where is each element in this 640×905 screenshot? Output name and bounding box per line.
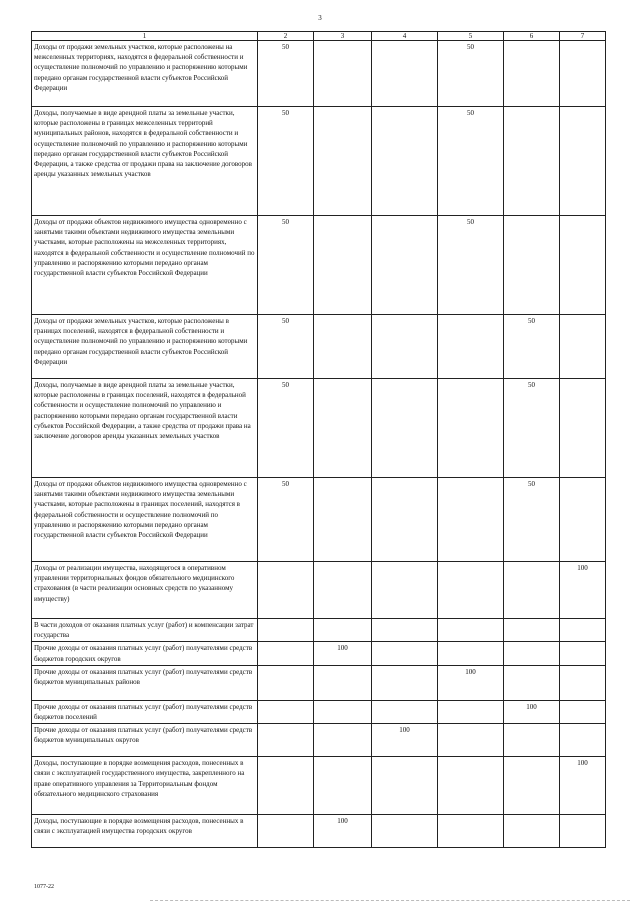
- header-cell: 6: [504, 32, 560, 41]
- row-description: Доходы от реализации имущества, находящегося в оперативном управлении территориальных фондов обязательного медицинского страхования (в части реализации основных средств по указанному имуществу): [32, 562, 258, 619]
- value-cell-col7: [560, 619, 606, 642]
- header-cell: 7: [560, 32, 606, 41]
- value-cell-col4: [372, 41, 438, 107]
- value-cell-col4: [372, 642, 438, 665]
- table-row: [32, 642, 606, 665]
- value-cell-col6: 50: [504, 379, 560, 478]
- value-cell-col6: [504, 216, 560, 315]
- value-cell-col2: 50: [258, 107, 314, 216]
- value-cell-col5: [438, 619, 504, 642]
- value-cell-col3: [314, 724, 372, 757]
- value-cell-col2: 50: [258, 478, 314, 562]
- row-description: Доходы от продажи объектов недвижимого имущества одновременно с занятыми такими объектами недвижимого имущества земельными участками, которые расположены в границах поселений, находятся в федеральной собственности и осуществление полномочий по управлению и распоряжению которыми передано органам государственной власти субъектов Российской Федерации: [32, 478, 258, 562]
- value-cell-col5: [438, 315, 504, 379]
- table-row: [32, 757, 606, 815]
- table-row: [32, 379, 606, 478]
- value-cell-col3: [314, 757, 372, 815]
- value-cell-col4: [372, 757, 438, 815]
- header-cell: 5: [438, 32, 504, 41]
- value-cell-col7: [560, 379, 606, 478]
- value-cell-col4: [372, 562, 438, 619]
- row-description: Доходы, поступающие в порядке возмещения расходов, понесенных в связи с эксплуатацией имущества городских округов: [32, 815, 258, 848]
- value-cell-col7: [560, 478, 606, 562]
- table-row: [32, 41, 606, 107]
- value-cell-col2: [258, 642, 314, 665]
- table-row: [32, 724, 606, 757]
- table-row: [32, 562, 606, 619]
- value-cell-col4: [372, 315, 438, 379]
- value-cell-col3: [314, 562, 372, 619]
- value-cell-col5: 100: [438, 665, 504, 700]
- value-cell-col6: [504, 724, 560, 757]
- value-cell-col3: [314, 216, 372, 315]
- value-cell-col4: [372, 619, 438, 642]
- value-cell-col7: 100: [560, 757, 606, 815]
- value-cell-col4: [372, 700, 438, 723]
- value-cell-col4: [372, 379, 438, 478]
- value-cell-col3: [314, 665, 372, 700]
- header-cell: 3: [314, 32, 372, 41]
- value-cell-col5: 50: [438, 216, 504, 315]
- row-description: В части доходов от оказания платных услуг (работ) и компенсации затрат государства: [32, 619, 258, 642]
- row-description: Прочие доходы от оказания платных услуг (работ) получателями средств бюджетов муниципальных округов: [32, 724, 258, 757]
- value-cell-col2: 50: [258, 315, 314, 379]
- value-cell-col7: [560, 216, 606, 315]
- value-cell-col3: [314, 619, 372, 642]
- table-row: [32, 700, 606, 723]
- row-description: Доходы от продажи объектов недвижимого имущества одновременно с занятыми такими объектами недвижимого имущества земельными участками, которые расположены на межселенных территориях, находятся в федеральной собственности и осуществление полномочий по управлению и распоряжению которыми передано органам государственной власти субъектов Российской Федерации: [32, 216, 258, 315]
- value-cell-col3: [314, 379, 372, 478]
- value-cell-col4: 100: [372, 724, 438, 757]
- value-cell-col2: 50: [258, 41, 314, 107]
- value-cell-col2: [258, 619, 314, 642]
- table-row: [32, 107, 606, 216]
- value-cell-col2: [258, 665, 314, 700]
- header-cell: 4: [372, 32, 438, 41]
- value-cell-col5: [438, 379, 504, 478]
- value-cell-col7: [560, 41, 606, 107]
- value-cell-col6: [504, 562, 560, 619]
- value-cell-col3: 100: [314, 815, 372, 848]
- value-cell-col5: [438, 724, 504, 757]
- table-row: [32, 619, 606, 642]
- value-cell-col6: 50: [504, 478, 560, 562]
- row-description: Прочие доходы от оказания платных услуг (работ) получателями средств бюджетов поселений: [32, 700, 258, 723]
- value-cell-col2: [258, 757, 314, 815]
- table-row: [32, 216, 606, 315]
- value-cell-col4: [372, 478, 438, 562]
- table-row: [32, 478, 606, 562]
- value-cell-col3: [314, 700, 372, 723]
- value-cell-col5: [438, 478, 504, 562]
- value-cell-col2: [258, 700, 314, 723]
- value-cell-col7: [560, 665, 606, 700]
- value-cell-col7: [560, 107, 606, 216]
- row-description: Доходы, получаемые в виде арендной платы за земельные участки, которые расположены в границах поселений, находятся в федеральной собственности и осуществление полномочий по управлению и распоряжению которыми передано органам государственной власти субъектов Российской Федерации, а также средства от продажи права на заключение договоров аренды указанных земельных участков: [32, 379, 258, 478]
- page-number: 3: [318, 14, 322, 22]
- value-cell-col7: [560, 815, 606, 848]
- row-description: Доходы от продажи земельных участков, которые расположены на межселенных территориях, находятся в федеральной собственности и осуществление полномочий по управлению и распоряжению которыми передано органам государственной власти субъектов Российской Федерации: [32, 41, 258, 107]
- value-cell-col6: [504, 107, 560, 216]
- value-cell-col7: [560, 700, 606, 723]
- row-description: Доходы от продажи земельных участков, которые расположены в границах поселений, находятся в федеральной собственности и осуществление полномочий по управлению и распоряжению которыми передано органам государственной власти субъектов Российской Федерации: [32, 315, 258, 379]
- value-cell-col6: [504, 665, 560, 700]
- value-cell-col3: [314, 478, 372, 562]
- value-cell-col4: [372, 665, 438, 700]
- header-cell: 2: [258, 32, 314, 41]
- value-cell-col2: [258, 815, 314, 848]
- value-cell-col6: [504, 815, 560, 848]
- page-bottom-rule: [150, 900, 630, 901]
- value-cell-col5: 50: [438, 107, 504, 216]
- value-cell-col5: [438, 815, 504, 848]
- value-cell-col3: [314, 107, 372, 216]
- row-description: Прочие доходы от оказания платных услуг (работ) получателями средств бюджетов городских округов: [32, 642, 258, 665]
- document-code: 1077-22: [34, 884, 54, 890]
- table-row: [32, 815, 606, 848]
- value-cell-col4: [372, 815, 438, 848]
- value-cell-col7: 100: [560, 562, 606, 619]
- row-description: Прочие доходы от оказания платных услуг (работ) получателями средств бюджетов муниципальных районов: [32, 665, 258, 700]
- value-cell-col6: [504, 642, 560, 665]
- value-cell-col7: [560, 724, 606, 757]
- value-cell-col6: 50: [504, 315, 560, 379]
- value-cell-col6: 100: [504, 700, 560, 723]
- value-cell-col4: [372, 107, 438, 216]
- value-cell-col3: 100: [314, 642, 372, 665]
- value-cell-col2: 50: [258, 216, 314, 315]
- table-body: [32, 32, 606, 848]
- row-description: Доходы, получаемые в виде арендной платы за земельные участки, которые расположены в границах межселенных территорий муниципальных районов, находятся в федеральной собственности и осуществление полномочий по управлению и распоряжению которыми передано органам государственной власти субъектов Российской Федерации, а также средства от продажи права на заключение договоров аренды указанных земельных участков: [32, 107, 258, 216]
- value-cell-col5: [438, 642, 504, 665]
- value-cell-col3: [314, 41, 372, 107]
- value-cell-col7: [560, 315, 606, 379]
- value-cell-col2: [258, 724, 314, 757]
- value-cell-col6: [504, 619, 560, 642]
- revenue-distribution-table: [31, 31, 606, 848]
- value-cell-col5: [438, 562, 504, 619]
- row-description: Доходы, поступающие в порядке возмещения расходов, понесенных в связи с эксплуатацией государственного имущества, закрепленного на праве оперативного управления за Территориальным фондом обязательного медицинского страхования: [32, 757, 258, 815]
- value-cell-col2: [258, 562, 314, 619]
- value-cell-col5: [438, 757, 504, 815]
- header-cell: 1: [32, 32, 258, 41]
- value-cell-col6: [504, 41, 560, 107]
- value-cell-col5: 50: [438, 41, 504, 107]
- value-cell-col5: [438, 700, 504, 723]
- header-row: [32, 32, 606, 41]
- value-cell-col2: 50: [258, 379, 314, 478]
- value-cell-col7: [560, 642, 606, 665]
- value-cell-col3: [314, 315, 372, 379]
- table-row: [32, 665, 606, 700]
- value-cell-col6: [504, 757, 560, 815]
- value-cell-col4: [372, 216, 438, 315]
- table-row: [32, 315, 606, 379]
